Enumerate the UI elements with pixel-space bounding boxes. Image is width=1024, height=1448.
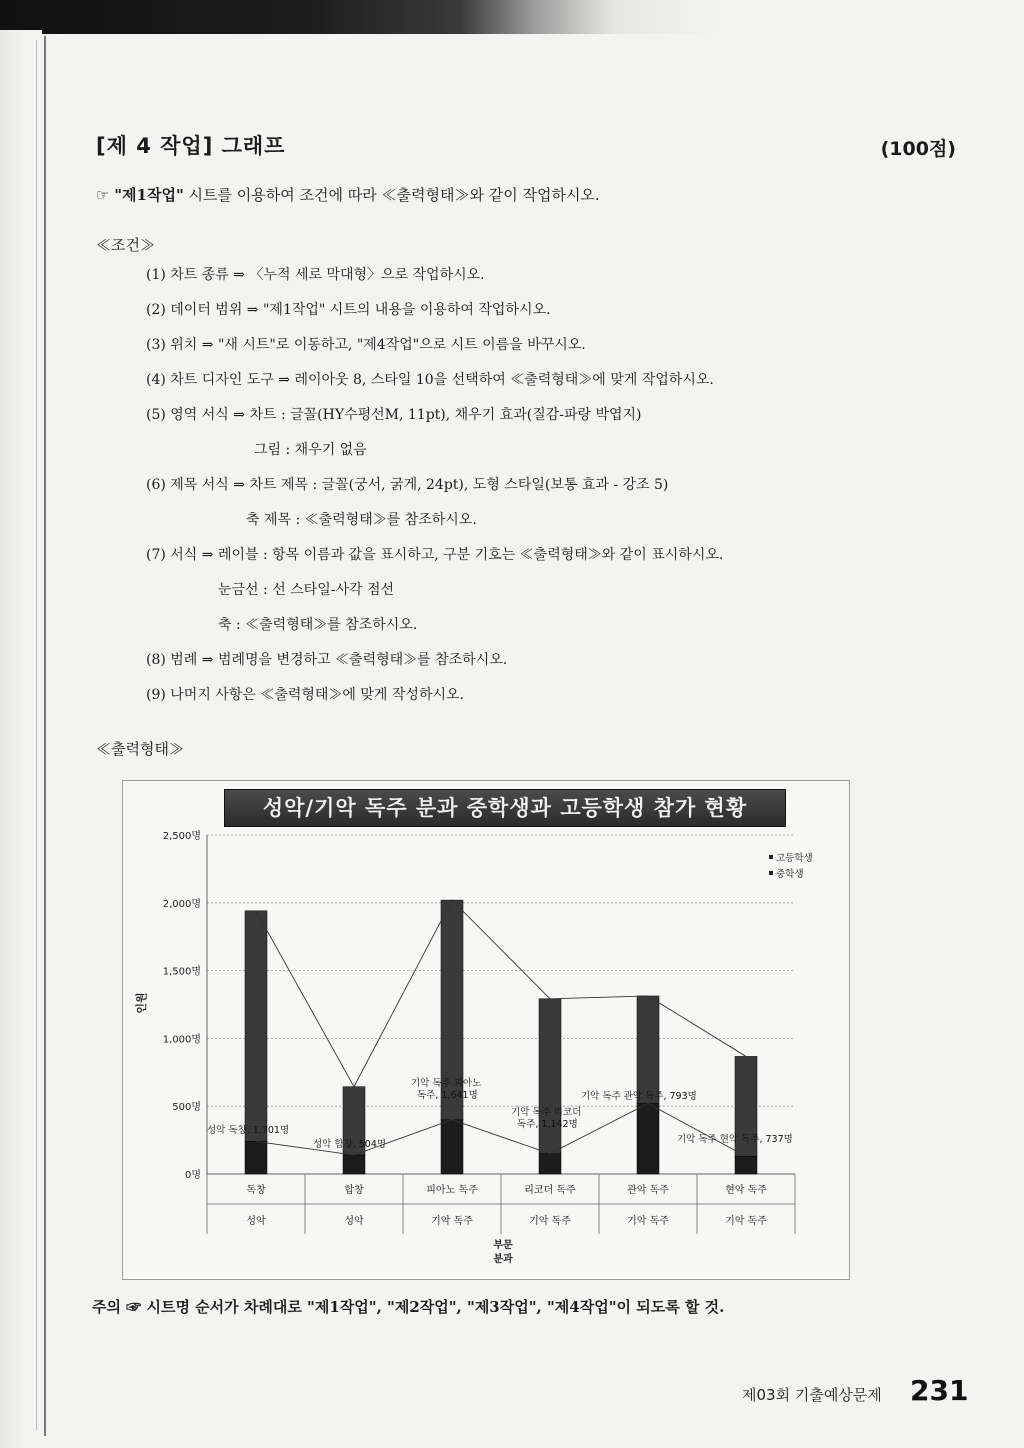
- x-group-label: 기악 독주: [431, 1216, 473, 1227]
- x-tick-label: 독창: [246, 1185, 266, 1196]
- chart-area: [122, 780, 850, 1280]
- data-label: 기악 독주 피아노: [411, 1078, 482, 1089]
- chart-svg: [123, 781, 849, 1279]
- y-tick-label: 2,500명: [162, 831, 201, 842]
- data-label: 성악 독창, 1,701명: [207, 1125, 290, 1136]
- condition-5: (5) 영역 서식 ⇒ 차트 : 글꼴(HY수평선M, 11pt), 채우기 효과(질감-파랑 박엽지): [146, 407, 642, 423]
- notice-text: 시트명 순서가 차례대로 "제1작업", "제2작업", "제3작업", "제4작업"이 되도록 할 것.: [146, 1298, 725, 1316]
- page-number: 231: [910, 1374, 969, 1407]
- y-tick-label: 1,000명: [162, 1034, 201, 1046]
- condition-9: (9) 나머지 사항은 ≪출력형태≫에 맞게 작성하시오.: [146, 687, 464, 703]
- condition-7: (7) 서식 ⇒ 레이블 : 항목 이름과 값을 표시하고, 구분 기호는 ≪출력형태≫와 같이 표시하시오.: [146, 547, 724, 563]
- condition-2: (2) 데이터 범위 ⇒ "제1작업" 시트의 내용을 이용하여 작업하시오.: [146, 302, 551, 318]
- series-line-1: [256, 900, 746, 1087]
- x-tick-label: 현악 독주: [725, 1185, 767, 1196]
- x-group-label: 기악 독주: [627, 1216, 669, 1227]
- margin-rule: [44, 36, 46, 1436]
- x-tick-label: 관악 독주: [627, 1185, 669, 1196]
- y-axis-title: 인원: [135, 992, 148, 1014]
- margin-line: [36, 40, 37, 1430]
- condition-8: (8) 범례 ⇒ 범례명을 변경하고 ≪출력형태≫를 참조하시오.: [146, 652, 508, 668]
- legend-entry: 중학생: [776, 869, 804, 880]
- x-tick-label: 피아노 독주: [426, 1185, 478, 1196]
- data-label: 기악 독주 관악 독주, 793명: [581, 1091, 697, 1102]
- condition-6: (6) 제목 서식 ⇒ 차트 제목 : 글꼴(궁서, 굵게, 24pt), 도형 스타일(보통 효과 - 강조 5): [146, 477, 669, 493]
- bar-middle-school: [343, 1155, 365, 1174]
- bar-high-school: [245, 911, 267, 1142]
- data-label: 성악 합창, 504명: [313, 1139, 387, 1150]
- condition-4: (4) 차트 디자인 도구 ⇒ 레이아웃 8, 스타일 10을 선택하여 ≪출력형태≫에 맞게 작업하시오.: [146, 372, 714, 388]
- bar-middle-school: [637, 1103, 659, 1174]
- y-tick-label: 500명: [172, 1102, 201, 1114]
- pointing-hand-icon: ☞: [126, 1298, 142, 1316]
- chart-title-box: [224, 789, 786, 827]
- data-label: 독주, 1,142명: [517, 1119, 578, 1130]
- condition-3: (3) 위치 ⇒ "새 시트"로 이동하고, "제4작업"으로 시트 이름을 바꾸시오.: [146, 337, 586, 353]
- footer-text: 제03회 기출예상문제: [742, 1386, 882, 1404]
- x-axis-title: 분과: [493, 1254, 513, 1265]
- data-label: 기악 독주 리코더: [511, 1107, 582, 1118]
- bar-middle-school: [245, 1141, 267, 1174]
- x-group-label: 기악 독주: [529, 1216, 571, 1227]
- condition-1: (1) 차트 종류 ⇒ 〈누적 세로 막대형〉으로 작업하시오.: [146, 267, 485, 283]
- condition-5-sub: 그림 : 채우기 없음: [254, 442, 367, 458]
- y-tick-label: 2,000명: [162, 898, 201, 910]
- legend-marker: [769, 855, 773, 859]
- data-label: 독주, 1,641명: [417, 1090, 478, 1101]
- bar-middle-school: [539, 1154, 561, 1174]
- bar-middle-school: [735, 1156, 757, 1174]
- task-header: [96, 130, 956, 164]
- chart-title: 성악/기악 독주 분과 중학생과 고등학생 참가 현황: [262, 796, 748, 820]
- y-tick-label: 0명: [184, 1170, 201, 1181]
- legend-marker: [769, 871, 773, 875]
- conditions-heading: ≪조건≫: [96, 236, 155, 254]
- notice-line: [92, 1296, 724, 1317]
- notice-prefix: 주의: [92, 1298, 121, 1316]
- instruction-text: 시트를 이용하여 조건에 따라 ≪출력형태≫와 같이 작업하시오.: [183, 186, 600, 204]
- bar-middle-school: [441, 1120, 463, 1174]
- bar-high-school: [539, 999, 561, 1154]
- scan-top-shadow: [0, 0, 1024, 34]
- y-tick-label: 1,500명: [162, 966, 201, 978]
- task-points: (100점): [880, 138, 956, 160]
- x-axis-title: 부문: [493, 1240, 513, 1251]
- pointing-hand-icon: ☞: [96, 186, 110, 204]
- x-tick-label: 리코더 독주: [524, 1185, 576, 1196]
- task-title: [제 4 작업] 그래프: [96, 134, 286, 158]
- condition-7-sub-2: 축 : ≪출력형태≫를 참조하시오.: [218, 617, 418, 633]
- legend-entry: 고등학생: [776, 853, 813, 864]
- instruction-line: [96, 184, 600, 205]
- x-group-label: 성악: [246, 1216, 266, 1227]
- x-tick-label: 합창: [344, 1185, 364, 1196]
- output-heading: ≪출력형태≫: [96, 740, 184, 758]
- condition-7-sub-1: 눈금선 : 선 스타일-사각 점선: [218, 582, 395, 598]
- bar-high-school: [637, 996, 659, 1104]
- condition-6-sub: 축 제목 : ≪출력형태≫를 참조하시오.: [246, 512, 477, 528]
- x-group-label: 성악: [344, 1216, 364, 1227]
- x-group-label: 기악 독주: [725, 1216, 767, 1227]
- instruction-sheet-name: "제1작업": [114, 186, 184, 204]
- data-label: 기악 독주 현악 독주, 737명: [677, 1134, 793, 1145]
